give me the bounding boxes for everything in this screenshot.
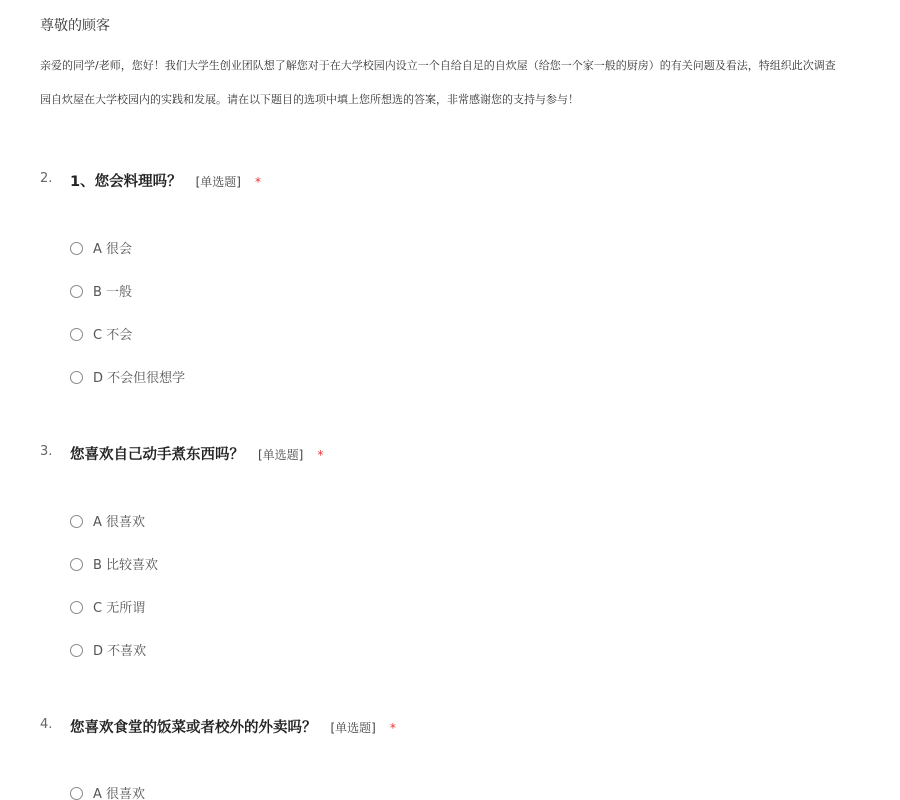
question-header	[0, 443, 900, 463]
question-number: 2.	[40, 171, 53, 186]
radio-button[interactable]	[70, 601, 83, 614]
option-label[interactable]: D 不喜欢	[93, 644, 147, 659]
question-title	[70, 716, 396, 737]
option-label[interactable]: B 比较喜欢	[93, 558, 159, 573]
option-label[interactable]: A 很喜欢	[93, 787, 146, 800]
option-label[interactable]: C 无所谓	[93, 601, 146, 616]
question-type-tag: [单选题]	[195, 175, 241, 189]
radio-button[interactable]	[70, 328, 83, 341]
question-type-tag: [单选题]	[330, 721, 376, 735]
question-header	[0, 170, 900, 190]
question-title-text: 您喜欢食堂的饭菜或者校外的外卖吗？	[70, 720, 317, 736]
question-title-text: 1、您会料理吗？	[70, 174, 182, 190]
intro-line-2: 园自炊屋在大学校园内的实践和发展。请在以下题目的选项中填上您所想选的答案，非常感谢您的支持与参与！	[40, 93, 579, 106]
question-header	[0, 716, 900, 736]
option-label[interactable]: B 一般	[93, 285, 133, 300]
radio-button[interactable]	[70, 787, 83, 800]
question-number: 3.	[40, 444, 53, 459]
radio-button[interactable]	[70, 242, 83, 255]
question-number: 4.	[40, 717, 53, 732]
radio-button[interactable]	[70, 515, 83, 528]
required-marker: *	[254, 175, 261, 189]
option-label[interactable]: A 很会	[93, 242, 133, 257]
radio-button[interactable]	[70, 558, 83, 571]
radio-button[interactable]	[70, 644, 83, 657]
radio-button[interactable]	[70, 371, 83, 384]
greeting-heading: 尊敬的顾客	[40, 18, 110, 34]
option-label[interactable]: C 不会	[93, 328, 133, 343]
required-marker: *	[317, 448, 324, 462]
question-title	[70, 443, 323, 464]
option-label[interactable]: D 不会但很想学	[93, 371, 186, 386]
question-type-tag: [单选题]	[258, 448, 304, 462]
required-marker: *	[389, 721, 396, 735]
question-title-text: 您喜欢自己动手煮东西吗？	[70, 447, 244, 463]
question-title	[70, 170, 261, 191]
intro-line-1: 亲爱的同学/老师，您好！我们大学生创业团队想了解您对于在大学校园内设立一个自给自足的自炊屋（给您一个家一般的厨房）的有关问题及看法，特组织此次调查	[40, 59, 836, 72]
radio-button[interactable]	[70, 285, 83, 298]
option-label[interactable]: A 很喜欢	[93, 515, 146, 530]
survey-intro	[40, 59, 900, 127]
